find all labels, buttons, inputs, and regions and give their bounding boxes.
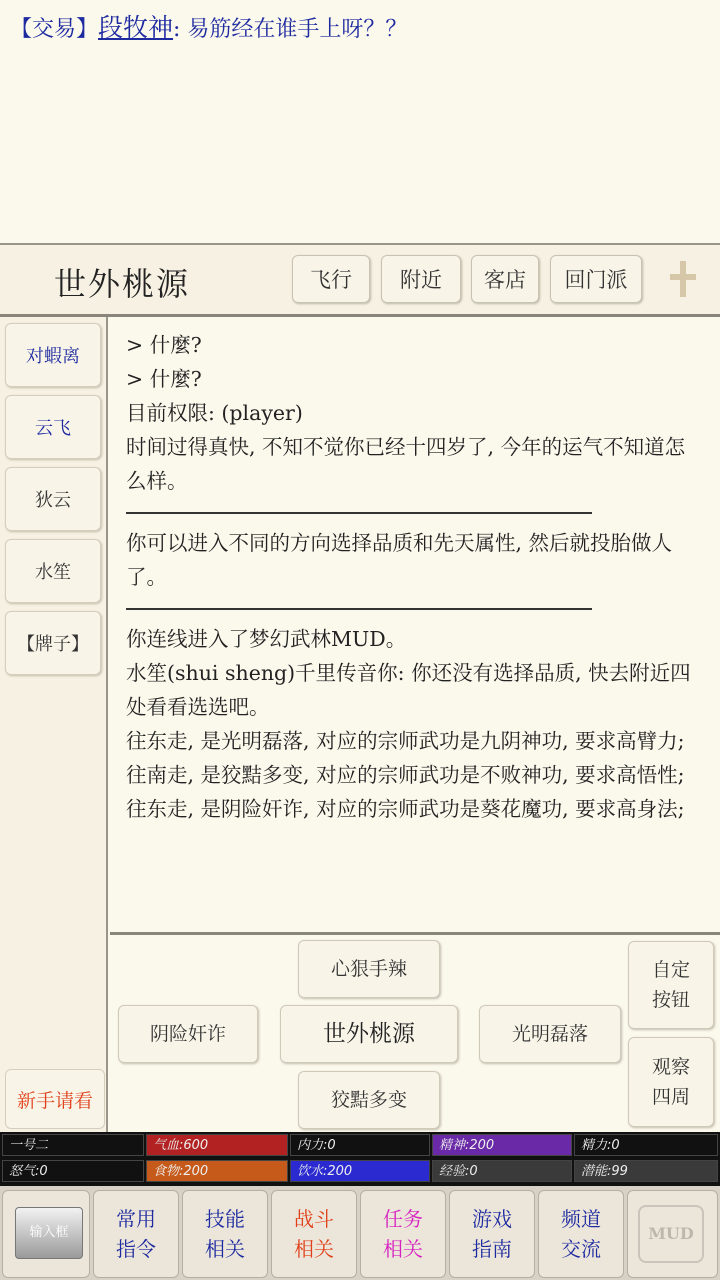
npc-item[interactable]: 水笙: [5, 539, 101, 603]
log-line: 你连线进入了梦幻武林MUD。: [126, 627, 407, 651]
newbie-guide-button[interactable]: 新手请看: [5, 1069, 105, 1129]
stats-panel: [0, 1132, 720, 1186]
stat-water: 饮水:200: [290, 1160, 430, 1182]
direction-north-button[interactable]: 心狠手辣: [298, 940, 440, 998]
chat-username[interactable]: 段牧神: [98, 13, 174, 42]
npc-list: [0, 317, 108, 1132]
plus-icon[interactable]: [668, 257, 698, 301]
custom-button[interactable]: 自定按钮: [628, 941, 714, 1029]
chat-text: : 易筋经在谁手上呀？？: [173, 17, 408, 42]
game-logo-icon: MUD: [638, 1205, 704, 1263]
fly-button[interactable]: 飞行: [292, 255, 370, 303]
direction-west-button[interactable]: 阴险奸诈: [118, 1005, 258, 1063]
log-line: 水笙(shui sheng)千里传音你: 你还没有选择品质, 快去附近四处看看选选吧。: [126, 661, 691, 719]
common-commands-button[interactable]: 常用指令: [93, 1190, 179, 1278]
direction-pad: [110, 935, 720, 1132]
stat-spirit: 精神:200: [432, 1134, 572, 1156]
log-line: 你可以进入不同的方向选择品质和先天属性, 然后就投胎做人了。: [126, 531, 673, 589]
stat-name: 一号二: [2, 1134, 144, 1156]
chat-area: [0, 0, 720, 243]
location-title: 世外桃源: [54, 265, 191, 303]
stat-exp: 经验:0: [432, 1160, 572, 1182]
log-line: 目前权限: (player): [126, 401, 303, 425]
nearby-button[interactable]: 附近: [381, 255, 461, 303]
message-log[interactable]: [112, 322, 718, 926]
inn-button[interactable]: 客店: [471, 255, 539, 303]
log-line: 往东走, 是阴险奸诈, 对应的宗师武功是葵花魔功, 要求高身法;: [126, 797, 685, 821]
log-divider: [126, 512, 592, 514]
npc-item[interactable]: 对蝦离: [5, 323, 101, 387]
direction-center-button[interactable]: 世外桃源: [280, 1005, 458, 1063]
direction-south-button[interactable]: 狡黠多变: [298, 1071, 440, 1129]
npc-item[interactable]: 【牌子】: [5, 611, 101, 675]
quests-button[interactable]: 任务相关: [360, 1190, 446, 1278]
combat-button[interactable]: 战斗相关: [271, 1190, 357, 1278]
direction-east-button[interactable]: 光明磊落: [479, 1005, 621, 1063]
return-sect-button[interactable]: 回门派: [550, 255, 642, 303]
chat-message: [10, 8, 407, 44]
logo-button[interactable]: [627, 1190, 718, 1278]
log-line: 往东走, 是光明磊落, 对应的宗师武功是九阴神功, 要求高臂力;: [126, 729, 685, 753]
stat-potential: 潜能:99: [574, 1160, 718, 1182]
stat-food: 食物:200: [146, 1160, 288, 1182]
log-divider: [126, 608, 592, 610]
game-guide-button[interactable]: 游戏指南: [449, 1190, 535, 1278]
stat-rage: 怒气:0: [2, 1160, 144, 1182]
skills-button[interactable]: 技能相关: [182, 1190, 268, 1278]
input-button[interactable]: [2, 1190, 90, 1278]
stat-hp: 气血:600: [146, 1134, 288, 1156]
npc-item[interactable]: 狄云: [5, 467, 101, 531]
npc-item[interactable]: 云飞: [5, 395, 101, 459]
chat-channel-tag: 【交易】: [10, 17, 99, 42]
log-line: 往南走, 是狡黠多变, 对应的宗师武功是不败神功, 要求高悟性;: [126, 763, 685, 787]
stat-mana: 内力:0: [290, 1134, 430, 1156]
stat-energy: 精力:0: [574, 1134, 718, 1156]
log-line: 时间过得真快, 不知不觉你已经十四岁了, 今年的运气不知道怎么样。: [126, 435, 686, 493]
observe-button[interactable]: 观察四周: [628, 1037, 714, 1127]
location-header: [0, 243, 720, 317]
channel-button[interactable]: 频道交流: [538, 1190, 624, 1278]
log-line: > 什麼?: [126, 333, 202, 357]
bottom-toolbar: [0, 1186, 720, 1280]
keyboard-icon: 输入框: [15, 1207, 83, 1259]
log-line: > 什麼?: [126, 367, 202, 391]
